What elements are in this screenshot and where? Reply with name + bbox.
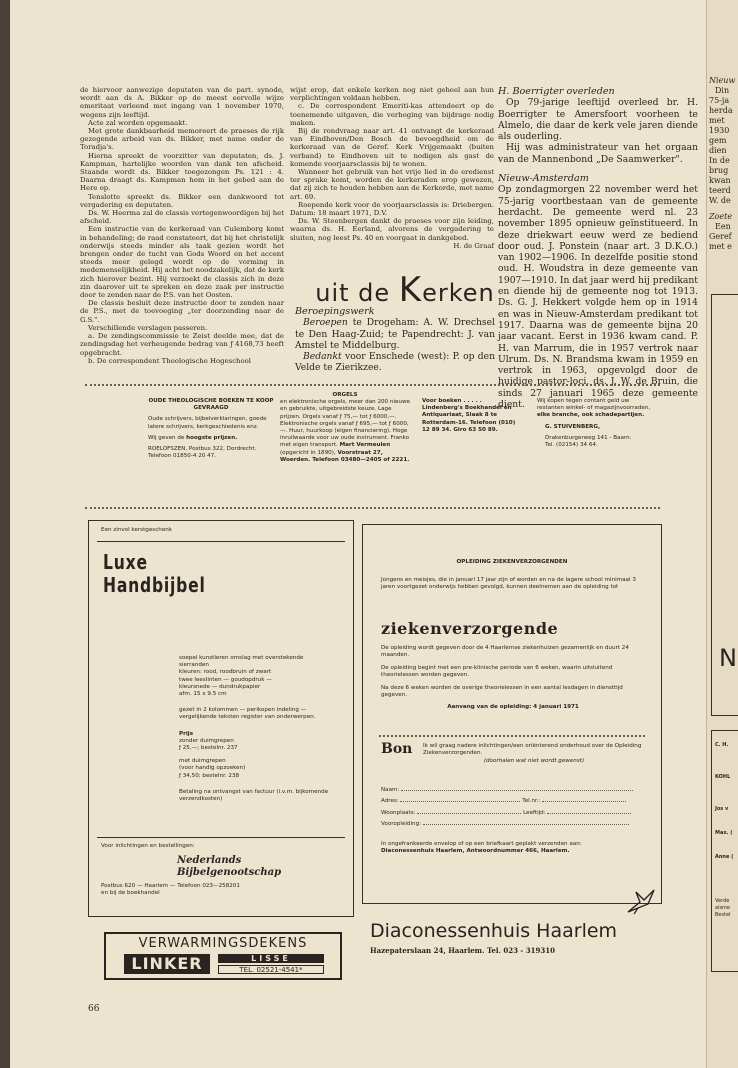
- coupon-note: (doorhalen wat niet wordt gewenst): [483, 757, 585, 764]
- ad-title: OPLEIDING ZIEKENVERZORGENDEN: [456, 559, 568, 565]
- beroepingswerk-section: [295, 306, 495, 374]
- feature: afm. 15 x 9.5 cm: [179, 691, 227, 698]
- mail-address: Diaconessenhuis Haarlem, Antwoordnummer 466, Haarlem.: [381, 848, 570, 855]
- text: Boekhandel en Antiquariaat, Slaak 8 te Rotterdam-16. Telefoon (010) 12 89 34. Giro 63 50 89.: [422, 405, 516, 433]
- naam-field[interactable]: [401, 790, 633, 791]
- text: te Drogeham: A. W. Drechsel te Den Haag-Zuid; te Papendrecht: J. van Amstel te Middelburg.: [295, 317, 495, 351]
- adjacent-ad-box-2: [711, 730, 738, 972]
- paragraph: Op 79-jarige leeftijd overleed br. H. Boerrigter te Amersfoort voorheen te Almelo, die daar de kerk vele jaren diende als ouderling.: [498, 97, 698, 143]
- ad-text: [280, 399, 410, 464]
- coupon-line: Ik wil graag nadere inlichtingen/een oriënterend onderhoud over de Opleiding Ziekenverzorgenden.: [423, 743, 642, 757]
- section-heading: H. Boerrigter overleden: [498, 86, 615, 97]
- leeftijd-field[interactable]: [547, 813, 631, 814]
- paragraph: De opleiding begint met een pre-klinische periode van 6 weken, waarin uitsluitend theorielessen worden gegeven.: [381, 664, 613, 679]
- section-heading: Nieuw-Amsterdam: [498, 173, 589, 185]
- paragraph: [295, 351, 495, 374]
- form-row-naam: [381, 787, 645, 794]
- price-line: zonder duimgrepen: [179, 737, 234, 744]
- paragraph: Acte zal worden opgemaakt.: [88, 118, 188, 127]
- paragraph: [295, 317, 495, 351]
- divider: [85, 507, 660, 509]
- paragraph: Met grote dankbaarheid memoreert de praeses de rijk gezegende arbeid van ds. Bikker, met name onder de Toradja's.: [80, 127, 284, 152]
- text-line: gem: [709, 136, 727, 145]
- ad-text: G. STUIVENBERG,: [545, 423, 601, 430]
- logo-text-end: erken: [422, 279, 495, 307]
- paragraph: de hiervoor aanwezige deputaten van de part. synode, wordt aan ds A. Bikker op de meest eervolle wijze emeritaat verleend met ingang van 1 november 1970, wegens zijn leeftijd.: [80, 86, 284, 119]
- text-line: In de: [709, 156, 730, 165]
- address-line: Postbus 620 — Haarlem — Telefoon 023—258201: [101, 883, 240, 889]
- text-bold: Mart Vermeulen: [339, 442, 391, 449]
- text-line: teerd: [709, 186, 731, 195]
- paragraph: Verschillende verslagen passeren.: [88, 323, 208, 332]
- ad-headline: ziekenverzorgende: [381, 619, 559, 638]
- text-line: alsme: [715, 905, 731, 911]
- paragraph: a. De zendingscommissie te Zeist deelde mee, dat de zendingsdag het verheugende bedrag van ƒ 4168,73 heeft opgebracht.: [80, 332, 284, 357]
- info-label: Voor inlichtingen en bestellingen:: [101, 843, 195, 849]
- field-label: Vooropleiding:: [381, 821, 422, 828]
- text: voor Enschede (west): P. op den Velde te Zierikzee.: [295, 351, 495, 374]
- field-label: Naam:: [381, 787, 400, 793]
- address: [101, 883, 240, 897]
- paragraph: Roepende kerk voor de voorjaarsclassis is: Driebergen. Datum: 18 maart 1971, D.V.: [290, 200, 494, 218]
- divider: [97, 541, 345, 542]
- ad-orgels: [280, 392, 410, 468]
- hospital-address: Hazepaterslaan 24, Haarlem. Tel. 023 - 319310: [370, 946, 555, 955]
- paragraph: Ds. W. Heerma zal de classis vertegenwoordigen bij het afscheid.: [80, 209, 284, 226]
- text-line: Zoete: [709, 212, 733, 221]
- start-date: Aanvang van de opleiding: 4 januari 1971: [447, 704, 579, 711]
- price-heading: Prijs: [179, 730, 194, 737]
- text-line: Nieuw: [709, 76, 736, 85]
- signature: H. de Graaf: [453, 241, 494, 250]
- divider: [85, 384, 660, 386]
- paragraph: wijst erop, dat enkele kerken nog niet geheel aan hun verplichtingen voldaan hebben.: [290, 86, 494, 103]
- text-bold: hoogste prijzen.: [186, 434, 238, 441]
- field-label: Adres:: [381, 798, 399, 805]
- page-number: 66: [88, 1004, 100, 1014]
- form-row-woonplaats: [381, 810, 645, 817]
- text-line: herda: [709, 106, 733, 115]
- phone-number: TEL. 02521-4541*: [218, 965, 324, 974]
- paragraph: Ds. W. Steenbergen dankt de praeses voor zijn leiding, waarna ds. H. Eerland, alvorens de vergadering te sluiten, nog leest Ps. 40 en voorgaat in dankgebed.: [290, 217, 494, 242]
- ad-text: Oude schrijvers, bijbelverklaringen, goede latere schrijvers, kerkgeschiedenis enz.: [148, 416, 267, 430]
- text-line: Bestel: [715, 912, 731, 918]
- ad-text: [148, 435, 274, 442]
- text-line: Geref: [709, 232, 732, 241]
- title-line: Handbijbel: [103, 573, 206, 597]
- ad-features: [179, 655, 329, 803]
- text-line: Een: [715, 222, 731, 231]
- paragraph: Bij de rondvraag naar art. 41 ontvangt de kerkeraad van Eindhoven/Den Bosch de bevoegdheid om de kerkeraad van de Geref. Kerk Vrijgemaakt (buiten verband) te Eindhoven uit te nodigen als gast de komende voorjaarsclassis bij te wonen.: [290, 127, 494, 168]
- price-line: ƒ 25,—; bestelnr. 237: [179, 745, 238, 752]
- coupon-form: [381, 787, 645, 855]
- feature: twee leeslinten — goudopdruk —: [179, 676, 272, 683]
- form-row-adres: [381, 798, 645, 805]
- text-line: Jos v: [715, 806, 729, 812]
- ad-title: [103, 551, 206, 597]
- coupon-title: Bon: [381, 741, 413, 757]
- price-line: (voor handig opzoeken): [179, 765, 246, 772]
- field-label: Leeftijd:: [523, 809, 546, 816]
- mail-instruction: In ongefrankeerde envelop of op een briefkaart geplakt verzenden aan:: [381, 840, 582, 847]
- feature: soepel kunstleren omslag met overstekende sierranden: [179, 655, 304, 669]
- adjacent-ad-letter: N: [719, 644, 737, 672]
- address-line: en bij de boekhandel: [101, 890, 160, 897]
- ad-body: [381, 645, 645, 712]
- text-line: Anne (: [715, 854, 734, 860]
- dove-logo-icon: [624, 886, 658, 916]
- feature: kleuren: rood, roodbruin of zwart: [179, 669, 272, 676]
- text-line: Verde: [715, 898, 730, 904]
- ad-verwarmingsdekens-linker: [104, 932, 342, 980]
- text-bold: elke branche, ook schadepartijen.: [537, 412, 645, 419]
- feature: kleursnede — dundrukpapier: [179, 683, 261, 690]
- ad-lindenberg-boeken: [422, 398, 522, 438]
- paragraph: Hierna spreekt de voorzitter van deputaten, ds. J. Kampman, hartelijke woorden van dank ten afscheid. Staande wordt ds. Bikker toegezongen Ps. 121 : 4. Daarna draagt ds. Kampman hem in het gebed aan de Here op.: [80, 151, 284, 193]
- paragraph: Wanneer het gebruik van het vrije lied in de eredienst ter sprake komt, worden de kerkeraden erop gewezen, dat zij zich te houden hebben aan de Kerkorde, met name art. 69.: [290, 168, 494, 201]
- adjacent-page-edge: [706, 0, 738, 1068]
- feature: gezet in 2 kolommen — perikopen indeling — vergelijkende teksten register van onderwerpen.: [179, 707, 316, 721]
- ad-opleiding-ziekenverzorgenden: [362, 524, 662, 904]
- organisation-name: [177, 855, 281, 879]
- field-label: Woonplaats:: [381, 809, 416, 816]
- form-row-vooropleiding: [381, 821, 645, 828]
- text: Wij geven de: [148, 434, 187, 441]
- text-bold: Voorstraat 27, Woerden. Telefoon 03480—2405 of 2221.: [280, 449, 410, 463]
- label: Bedankt: [303, 351, 342, 363]
- text-line: 1930: [709, 126, 730, 135]
- ad-text: Drakenburgerweg 141 - Baarn.: [545, 434, 632, 441]
- woonplaats-field[interactable]: [417, 813, 521, 814]
- ad-tagline: Een zinvol kerstgeschenk: [101, 527, 173, 533]
- paragraph: De opleiding wordt gegeven door de 4 Haarlemse ziekenhuizen gezamenlijk en duurt 24 maanden.: [381, 645, 629, 659]
- section-heading: Beroepingswerk: [295, 306, 375, 317]
- paragraph: Een instructie van de kerkeraad van Culemborg komt in behandeling; de raad constateert, dat bij het christelijk onderwijs steeds minder als taak gezien wordt het brengen onder de tucht van Gods Woord en het accent steeds meer gelegd wordt op de vorming in medemenselijkheid. Hij acht het noodzakelijk, dat de kerk zich hierover bezint. Hij verzoekt de classis zich in deze zin daarover uit te spreken en deze zaak per instructie door te zenden naar de P.S. van het Oosten.: [80, 225, 284, 300]
- brand-name: LINKER: [124, 954, 210, 974]
- text-line: Din: [715, 86, 730, 95]
- ad-oude-theologische-boeken: [148, 398, 274, 464]
- text: en elektronische orgels, meer dan 200 nieuwe en gebruikte, uitgebreidste keuze. Lage prijzen. Orgels vanaf ƒ 75,— tot ƒ 6000,—. Elektronische orgels vanaf ƒ 695,— tot ƒ 6000,—. Huur, huurkoop (eigen financiering). Hoge inruilwaarde voor uw oude instrument. Franko met eigen transport.: [280, 399, 410, 449]
- org-line: Nederlands: [177, 855, 242, 866]
- ad-title: OUDE THEOLOGISCHE BOEKEN TE KOOP GEVRAAGD: [148, 398, 274, 412]
- text-line: kwan: [709, 176, 731, 185]
- article-classis-column-2: [290, 86, 494, 250]
- adres-field[interactable]: [400, 801, 520, 802]
- text-line: met e: [709, 242, 732, 251]
- ad-text: [537, 398, 655, 420]
- ad-text: [422, 398, 522, 434]
- text: Voor boeken . . . . . Lindenberg's: [422, 398, 482, 412]
- adjacent-text: [709, 76, 735, 252]
- title-line: Luxe: [103, 550, 148, 574]
- ad-stuivenberg: [537, 398, 655, 453]
- text-line: KOHL: [715, 774, 731, 780]
- paragraph: Op zondagmorgen 22 november werd het 75-jarig voortbestaan van de gemeente herdacht. De gemeente werd nl. 23 november 1895 opnieuw geïnstitueerd. In deze driekwart eeuw werd ze bediend door oud. J. Ponstein (naar art. 3 D.K.O.) van 1902—1906. In dezelfde positie stond oud. H. Woudstra in deze gemeente van 1907—1910. In dat jaar werd hij predikant en diende hij de gemeente nog tot 1913. Ds. G. J. Hekkert volgde hem op in 1914 en was in Nieuw-Amsterdam predikant tot 1917. Daarna was de gemeente bijna 20 jaar vacant. Eerst in 1936 kwam cand. P. H. van Marrum, die in 1957 vertrok naar Ulrum. Ds. N. Brandsma kwam in 1959 en vertrok in 1963, opgevolgd door de huidige pastor-loci, ds. J. W. de Bruin, die sinds 27 januari 1965 deze gemeente dient.: [498, 184, 698, 411]
- vooropleiding-field[interactable]: [423, 824, 629, 825]
- ad-intro: Jongens en meisjes, die in januari 17 jaar zijn of worden en na de lagere school minimaal 3 jaren voortgezet onderwijs hebben gevolgd, kunnen deelnemen aan de opleiding tot: [381, 577, 636, 591]
- text-line: 75-ja: [709, 96, 730, 105]
- newspaper-page: [10, 0, 718, 1068]
- ad-text: ROELOFSZEN, Postbus 322, Dordrecht. Telefoon 01850-4 20 47.: [148, 446, 257, 460]
- paragraph: c. De correspondent Emeriti-kas attendeert op de toenemende uitgaven, die verhoging van bijdrage nodig maken.: [290, 102, 494, 127]
- telnr-field[interactable]: [542, 801, 626, 802]
- hospital-name: Diaconessenhuis Haarlem: [370, 920, 618, 942]
- field-label: Tel.nr.:: [522, 798, 541, 805]
- label: Beroepen: [303, 317, 348, 329]
- logo-text: uit de: [315, 279, 399, 307]
- ad-text: Tel. (02154) 34 64.: [545, 442, 598, 449]
- logo-letter: K: [398, 270, 423, 310]
- text-line: C. H.: [715, 742, 729, 748]
- ad-title: ORGELS: [332, 392, 358, 398]
- ad-diaconessenhuis-haarlem: [370, 920, 658, 955]
- text-line: W. de: [709, 196, 731, 205]
- ad-title: VERWARMINGSDEKENS: [138, 936, 308, 951]
- article-classis-column-1: [80, 86, 284, 365]
- payment-note: Betaling na ontvangst van factuur (i.v.m. bijkomende verzendkosten): [179, 788, 329, 803]
- paragraph: Hij was administrateur van het orgaan van de Mannenbond „De Saamwerker".: [498, 142, 698, 165]
- text-line: Max. (: [715, 830, 733, 836]
- text-line: brug: [709, 166, 729, 175]
- text-line: dien: [709, 146, 727, 155]
- paragraph: b. De correspondent Theologische Hogeschool: [88, 356, 251, 365]
- column-3: [498, 86, 698, 410]
- paragraph: Tenslotte spreekt ds. Bikker een dankwoord tot vergadering en deputaten.: [80, 192, 284, 209]
- divider: [97, 837, 345, 838]
- coupon-text: [423, 743, 645, 765]
- text: Wij kopen tegen contant geld uw restanten winkel- of magazijnvoorraden,: [537, 398, 651, 412]
- price-line: met duimgrepen: [179, 758, 226, 765]
- paragraph: De classis besluit deze instructie door te zenden naar de P.S., met de toevoeging „ter doorzending naar de G.S.".: [80, 299, 284, 324]
- org-line: Bijbelgenootschap: [177, 867, 282, 878]
- text-line: met: [709, 116, 725, 125]
- section-logo-uit-de-kerken: [310, 270, 500, 310]
- price-line: ƒ 34,50; bestelnr. 238: [179, 772, 240, 779]
- ad-luxe-handbijbel: [88, 520, 354, 917]
- town-name: LISSE: [218, 954, 324, 963]
- divider: [379, 735, 645, 737]
- text: (opgericht in 1890),: [280, 449, 338, 456]
- paragraph: Na deze 6 weken worden de overige theorielessen in een aantal lesdagen in diensttijd gegeven.: [381, 684, 623, 699]
